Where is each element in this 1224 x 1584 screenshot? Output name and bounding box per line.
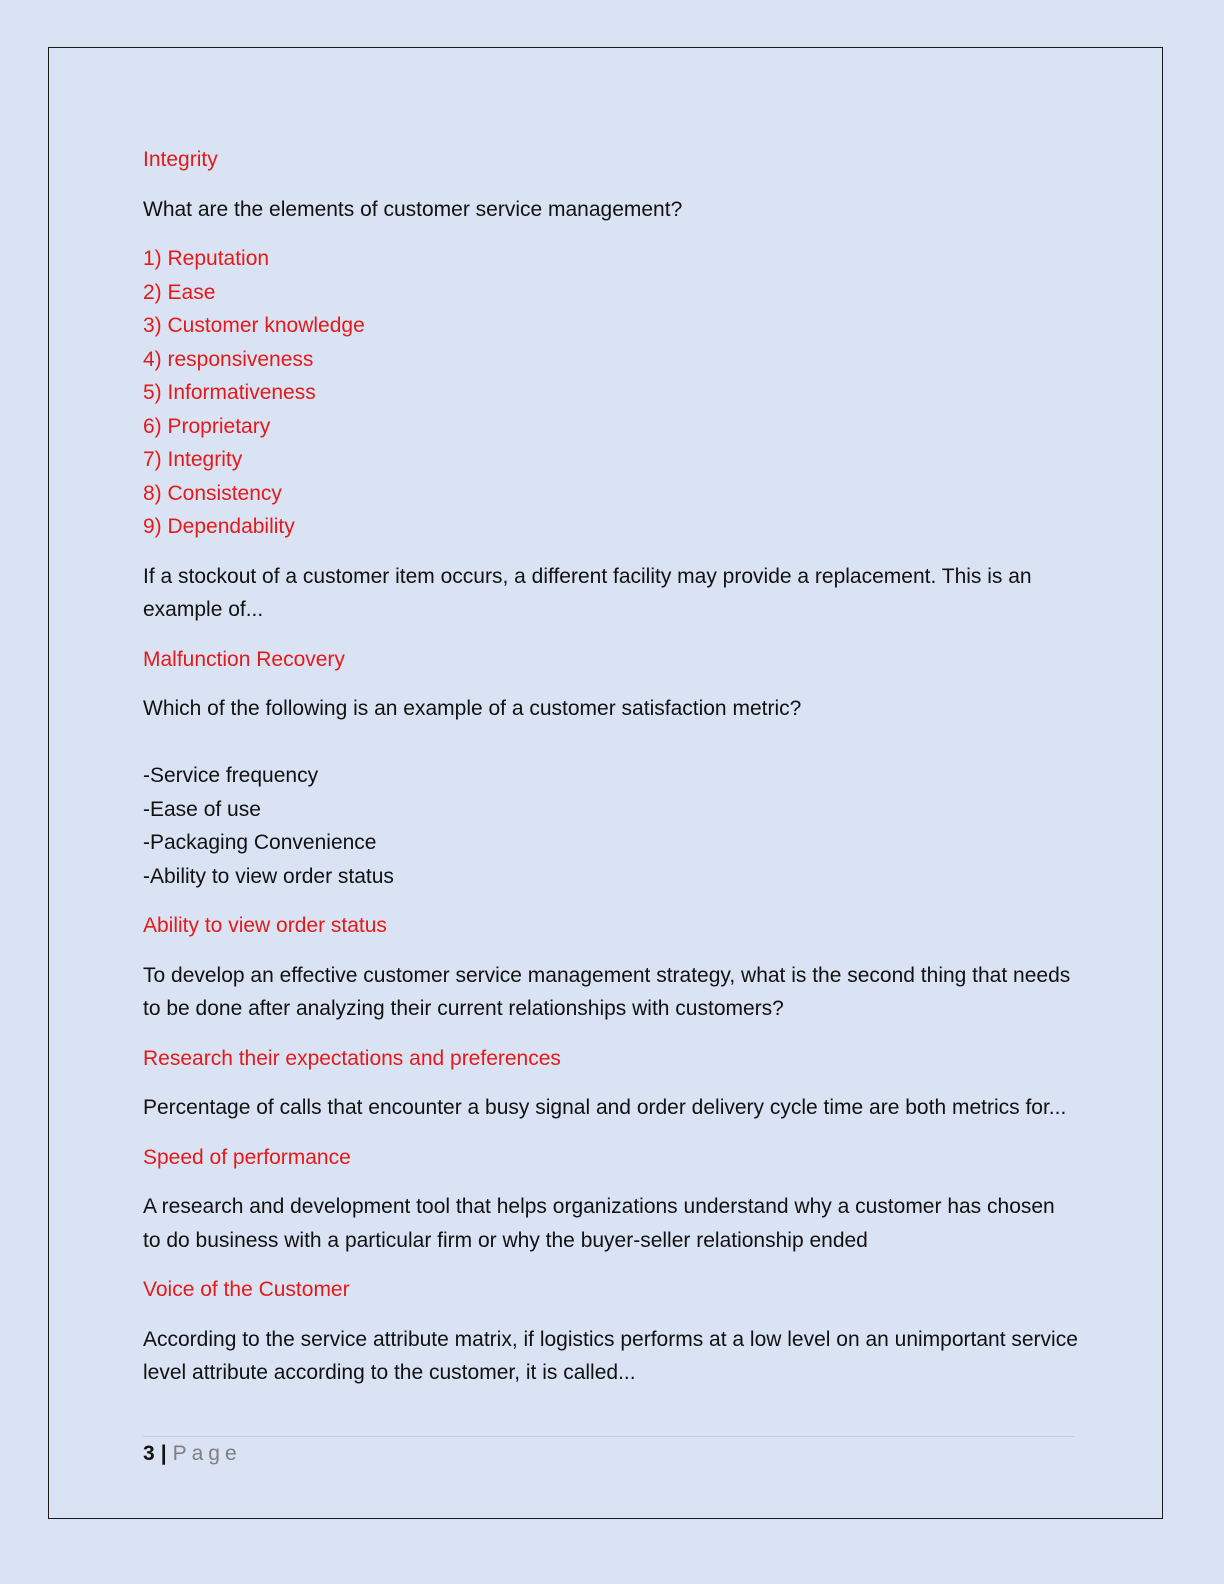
- list-item: -Service frequency: [143, 764, 319, 787]
- page-footer: [143, 1440, 242, 1468]
- list-item: 3) Customer knowledge: [143, 314, 365, 337]
- question-service-attribute-matrix: According to the service attribute matrix, if logistics performs at a low level on an unimportant service level attribute according to the customer, it is called...: [143, 1327, 1078, 1384]
- list-item: 6) Proprietary: [143, 414, 271, 438]
- list-item: -Packaging Convenience: [143, 831, 377, 854]
- list-item: 7) Integrity: [143, 448, 243, 471]
- list-item: 2) Ease: [143, 280, 216, 304]
- metric-options-list: [143, 759, 1078, 893]
- list-item: 8) Consistency: [143, 481, 282, 505]
- footer-separator: |: [160, 1442, 167, 1465]
- question-research-tool: A research and development tool that helps organizations understand why a customer has chosen to do business with a particular firm or why the buyer-seller relationship ended: [143, 1195, 1055, 1252]
- question-satisfaction-metric: Which of the following is an example of a customer satisfaction metric?: [143, 697, 802, 720]
- question-busy-signal: Percentage of calls that encounter a busy signal and order delivery cycle time are both metrics for...: [143, 1096, 1067, 1119]
- elements-list: [143, 242, 1078, 544]
- list-item: -Ease of use: [143, 797, 261, 821]
- answer-research-expectations: Research their expectations and preferences: [143, 1046, 561, 1070]
- answer-order-status: Ability to view order status: [143, 914, 387, 937]
- list-item: 4) responsiveness: [143, 347, 314, 371]
- list-item: 1) Reputation: [143, 247, 270, 270]
- list-item: 5) Informativeness: [143, 381, 316, 404]
- page-label: Page: [172, 1442, 242, 1465]
- page-number: 3: [143, 1442, 155, 1465]
- question-elements: What are the elements of customer service management?: [143, 197, 683, 221]
- list-item: 9) Dependability: [143, 515, 295, 538]
- document-body: [143, 143, 1078, 1406]
- question-strategy: To develop an effective customer service management strategy, what is the second thing that needs to be done after analyzing their current relationships with customers?: [143, 963, 1071, 1020]
- list-item: -Ability to view order status: [143, 864, 394, 888]
- blank-line: [143, 726, 1078, 760]
- footer-divider: [143, 1436, 1075, 1437]
- answer-malfunction-recovery: Malfunction Recovery: [143, 647, 345, 671]
- answer-integrity: Integrity: [143, 148, 218, 171]
- question-stockout: If a stockout of a customer item occurs, a different facility may provide a replacement. This is an example of...: [143, 564, 1032, 621]
- answer-speed-of-performance: Speed of performance: [143, 1145, 351, 1169]
- answer-voice-of-customer: Voice of the Customer: [143, 1278, 350, 1301]
